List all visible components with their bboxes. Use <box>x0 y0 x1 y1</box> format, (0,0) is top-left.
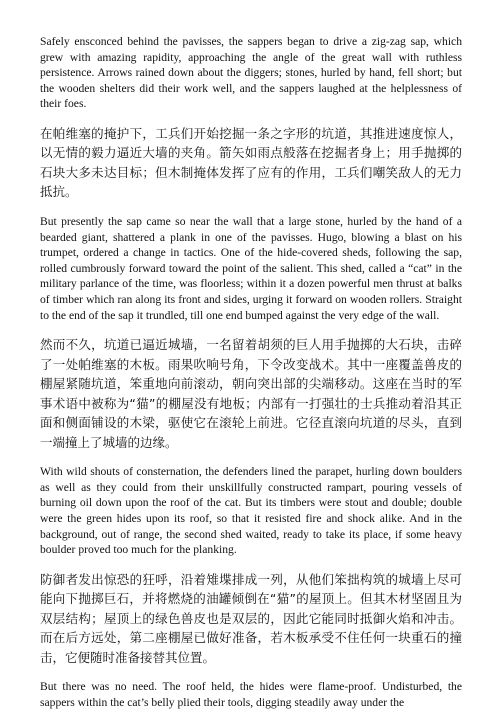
paragraph-chinese: 防御者发出惊恐的狂呼，沿着雉堞排成一列，从他们笨拙构筑的城墙上尽可能向下抛掷巨石，并将燃烧的油罐倾倒在“猫”的屋顶上。但其木材坚固且为双层结构；屋顶上的绿色兽皮也是双层的，因此它能同时抵御火焰和冲击。而在后方远处，第二座棚屋已做好准备，若木板承受不住任何一块重石的撞击，它便随时准备接替其位置。 <box>40 571 462 665</box>
paragraph-english: With wild shouts of consternation, the defenders lined the parapet, hurling down boulders as well as they could from their unskillfully constructed rampart, pouring vessels of burning oil down upon the roof of the cat. But its timbers were stout and double; double were the green hides upon its roof, so that it resisted fire and shock alike. And in the background, out of range, the second shed waited, ready to take its place, if some heavy boulder proved too much for the planking. <box>40 465 462 557</box>
paragraph-english: But there was no need. The roof held, the hides were flame-proof. Undisturbed, the sappers within the cat’s belly plied their tools, digging steadily away under the <box>40 680 462 709</box>
paragraph-chinese: 在帕维塞的掩护下，工兵们开始挖掘一条之字形的坑道，其推进速度惊人，以无情的毅力逼近大墙的夹角。箭矢如雨点般落在挖掘者身上；用手抛掷的石块大多未达目标；但木制掩体发挥了应有的作用，工兵们嘲笑敌人的无力抵抗。 <box>40 125 462 200</box>
paragraph-english: But presently the sap came so near the wall that a large stone, hurled by the hand of a bearded giant, shattered a plank in one of the pavisses. Hugo, blowing a blast on his trumpet, ordered a change in tactics. One of the hide-covered sheds, following the sap, rolled cumbrously forward toward the point of the salient. This shed, called a “cat” in the military parlance of the time, was floorless; within it a dozen powerful men thrust at balks of timber which ran along its front and sides, urging it forward on wooden rollers. Straight to the end of the sap it trundled, till one end bumped against the very edge of the wall. <box>40 214 462 322</box>
paragraph-chinese: 然而不久，坑道已逼近城墙，一名留着胡须的巨人用手抛掷的大石块，击碎了一处帕维塞的木板。雨果吹响号角，下令改变战术。其中一座覆盖兽皮的棚屋紧随坑道，笨重地向前滚动，朝向突出部的尖端移动。这座在当时的军事术语中被称为“猫”的棚屋没有地板；内部有一打强壮的士兵推动着沿其正面和侧面铺设的木梁，驱使它在滚轮上前进。它径直滚向坑道的尽头，直到一端撞上了城墙的边缘。 <box>40 337 462 450</box>
paragraph-english: Safely ensconced behind the pavisses, the sappers began to drive a zig-zag sap, which grew with amazing rapidity, approaching the angle of the great wall with ruthless persistence. Arrows rained down about the diggers; stones, hurled by hand, fell short; but the wooden shelters did their work well, and the sappers laughed at the helplessness of their foes. <box>40 35 462 111</box>
document-page <box>40 34 462 722</box>
